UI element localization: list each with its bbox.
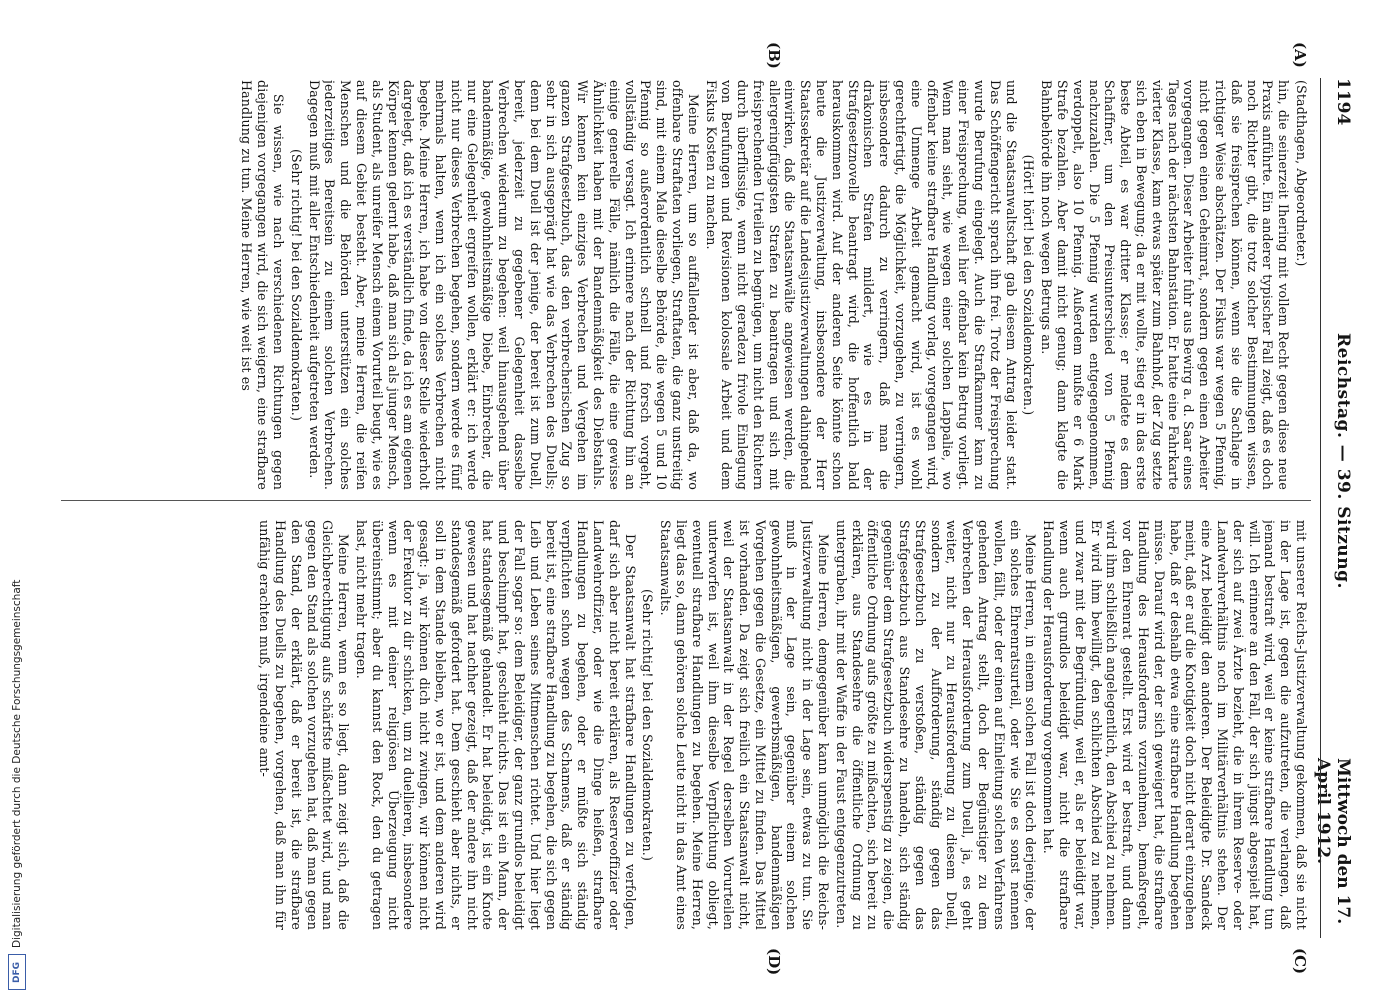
- paragraph: Meine Herren, um so auffallender ist aber, daß da, wo offenbare Straftaten vorliegen, Straftaten, die ganz unstreitig sind, mit einem Male dieselbe Behörde, die wegen 5 und 10 Pfennig so außerordentlich schnell und forsch vorgeht, vollständig versagt. Ich erinnere nach der Richtung hin an einige generelle Fälle, nämlich die Fälle, die eine gewisse Ähnlichkeit haben mit der Bandenmäßigkeit des Diebstahls. Wir kennen kein einziges Verbrechen und Vergehen im ganzen Strafgesetzbuch, das den verbrecherischen Zug so sehr in sich ausgeprägt hat wie das Verbrechen des Duells; denn bei dem Duell ist der jenige, der bereit ist zum Duell, bereit, jederzeit zu gegebener Gelegenheit dasselbe Verbrechen wiederum zu begehen: weil hinausgehend über bandenmäßige, gewohnheitsmäßige Diebe, Einbrecher, die nur eine Gelegenheit ergreifen wollen, erklärt er: ich werde nicht nur dieses Verbrechen begehen, sondern werde es fünf mehrmals halten, wenn ich ein solches Verbrechen nicht begehe. Meine Herren, ich habe von dieser Stelle wiederholt dargelegt, daß ich es verständlich finde, da ich es am eigenen Körper kennen gelernt habe, daß man sich als junger Mensch, als Student, als unreifer Mensch einem Vorurteil beugt, wie es auf diesem Gebiet besteht. Aber, meine Herren, die reifen Menschen und die Behörden unterstützen ein solches jederzeitiges Bereitsein zu einem solchen Verbrechen. Dagegen muß mit aller Entschiedenheit aufgetreten werden.: [306, 80, 701, 490]
- digitization-credit-strip: [0, 0, 34, 1000]
- session-date: Mittwoch den 17. April 1912.: [1313, 758, 1353, 925]
- paragraph: Meine Herren, wenn es so liegt, dann zeigt sich, daß die Gleichberechtigung aufs schärfste mißachtet wird, und man gegen den Stand als solchen vorzugehen hat, daß man gegen den Stand, der erklärt, daß er bereit ist, die strafbare Handlung des Duells zu begehen, vorgehen, daß man ihn für unfähig erachten muß, irgendeine amt-: [257, 520, 352, 930]
- interjection: (Hört! hört! bei den Sozialdemokraten.): [1021, 154, 1037, 416]
- page-content: [34, 0, 1383, 1000]
- digitization-credit: [8, 10, 26, 990]
- paragraph: Meine Herren, in einem solchen Fall ist doch derjenige, der ein solches Ehrenratsurteil, oder wie Sie es sonst nennen wollen, fällt, oder der einen auf Einleitung solchen Verfahrens gehenden Antrag stellt, doch der Begünstiger zu dem Verbrechen der Herausforderung zum Duell, ja, es geht weiter, nicht nur zu Herausforderung zu diesem Duell, sondern zu der Aufforderung, ständig gegen das Strafgesetzbuch zu verstoßen, ständig gegen das Strafgesetzbuch aus Standesehre zu handeln, sich ständig gegenüber dem Strafgesetzbuch widerspenstig zu zeigen, die öffentliche Ordnung aufs größte zu mißachten, sich bereit zu erklären, aus Standesehre die öffentliche Ordnung zu untergraben, ihr mit der Waffe in der Faust entgegenzutreten.: [833, 520, 1039, 930]
- paragraph: und die Staatsanwaltschaft gab diesem Antrag leider statt. Das Schöffengericht sprach ihn frei. Trotz der Freisprechung wurde Berufung eingelegt. Auch die Strafkammer kam zu einer Freisprechung, weil hier offenbar kein Betrug vorliegt. Wenn man sieht, wie wegen einer solchen Lappalie, wo offenbar keine strafbare Handlung vorlag, vorgegangen wird, eine Unmenge Arbeit gemacht wird, ist es wohl gerechtfertigt, die Möglichkeit, vorzugehen, zu verringern, insbesondere dadurch zu verringern, daß man die drakonischen Strafen mildert, wie es in der Strafgesetznovelle beantragt wird, die hoffentlich bald herauskommen wird. Auf der anderen Seite könnte schon heute die Justizverwaltung, insbesondere der Herr Staatssekretär auf die Landesjustizverwaltungen dahingehend einwirken, daß die Staatsanwälte angewiesen werden, die allergeringfügigsten Strafen zu beantragen und sich mit freisprechenden Urteilen zu begnügen, um nicht den Richtern durch überflüssige, wenn nicht geradezu frivole Einlegung von Berufungen und Revisionen kolossale Arbeit und dem Fiskus Kosten zu machen.: [703, 80, 1019, 490]
- header-rule: [1320, 78, 1321, 938]
- paragraph: Der Staatsanwalt hat strafbare Handlungen zu verfolgen, darf sich aber nicht bereit erklären, als Reserveoffizier oder Landwehroffizier, oder wie die Dinge heißen, strafbare Handlungen zu begehen, oder er müßte sich ständig verpflichten schon wegen des Schamens, daß er ständig bereit ist, eine strafbare Handlung zu begehen, die sich gegen Leib und Leben seines Mitmenschen richtet. Und hier liegt der Fall sogar so: dem Beleidiger, der ganz grundlos beleidigt und beschimpft hat, geschieht nichts. Das ist ein Mann, der hat standesgemäß gehandelt. Er hat beleidigt, ist ein Knote gewesen und hat nachher gezeigt, daß der andere ihn nicht standesgemäß gefordert hat. Dem geschieht aber nichts, er soll in dem Stande bleiben, wo er ist, und dem anderen wird gesagt: ja, wir können dich nicht zwingen, wir können nicht der Erekutor zu dir schicken, um zu duellieren, insbesondere wenn es mit deiner religiösen Überzeugung nicht übereinstimmt; aber du kannst den Rock, den du getragen hast, nicht mehr tragen.: [353, 520, 638, 930]
- running-head: Reichstag. — 39. Sitzung.: [1333, 333, 1353, 589]
- paragraph: Meine Herren, demgegenüber kann unmöglich die Reichs-Justizverwaltung nicht in der Lage sein, etwas zu tun. Sie muß in der Lage sein, gegenüber einem solchen gewohnheitsmäßigen, gewerbsmäßigen, bandenmäßigen Vorgehen gegen die Gesetze, ein Mittel zu finden. Das Mittel ist vorhanden. Da zeigt sich freilich ein Staatsanwalt nicht, weil der Staatsanwalt in der Regel derselben Vorurteilen unterworfen ist, weil ihm dieselbe Verpflichtung obliegt, eventuell strafbare Handlungen zu begehen. Meine Herren, liegt das so, dann gehören solche Leute nicht in das Amt eines Staatsanwalts.: [658, 520, 832, 930]
- interjection: (Sehr richtig! bei den Sozialdemokraten.): [640, 588, 656, 862]
- column-divider: [61, 500, 1311, 501]
- right-column: [69, 520, 1309, 930]
- speaker-line: (Stadthagen, Abgeordneter.): [1294, 80, 1309, 267]
- paragraph: mit unserer Reichs-Justizverwaltung gekommen, daß sie nicht in der Lage ist, gegen die aufzutreten, die verlangen, daß jemand bestraft wird, weil er keine strafbare Handlung tun will. Ich erinnere an den Fall, der sich jüngst abgespielt hat, der sich auf zwei Ärzte bezieht, die in ihrem Reserve- oder Landwehrverhältnis noch im Militärverhältnis stehen. Der eine Arzt beleidigt den anderen. Der Beleidigte Dr. Sandeck meint, daß er auf die Knotigkeit doch nicht derart einzugehen habe, daß er deshalb etwa eine strafbare Handlung begehen müsse. Darauf wird der, der sich geweigert hat, die strafbare Handlung des Herausforderns vorzunehmen, bemaßregelt, vor den Ehrenrat gestellt. Erst wird er bestraft, und dann wird ihm schließlich angelegentlich, den Abschied zu nehmen. Er wird ihm bewilligt, den schlichten Abschied zu nehmen, und zwar mit der Begründung, weil er, als er beleidigt war, wenn auch grundlos beleidigt war, nicht die strafbare Handlung der Herausforderung vorgenommen hat.: [1041, 520, 1309, 930]
- interjection: (Sehr richtig! bei den Sozialdemokraten.): [288, 148, 304, 422]
- margin-letter-b: (B): [765, 42, 783, 69]
- margin-letter-a: (A): [1291, 42, 1309, 68]
- page-number: 1194: [1333, 78, 1353, 126]
- scanned-page: [34, 0, 1383, 1000]
- left-column: [69, 80, 1309, 490]
- credit-text: Digitalisierung gefördert durch die Deutsche Forschungsgemeinschaft: [11, 579, 23, 948]
- paragraph: Sie wissen, wie nach verschiedenen Richtungen gegen diejenigen vorgegangen wird, die sich weigern, eine strafbare Handlung zu tun. Meine Herren, wie weit ist es: [239, 80, 286, 490]
- margin-letter-c: (C): [1291, 948, 1309, 975]
- margin-letter-d: (D): [765, 948, 783, 976]
- dfg-logo: DFG: [8, 954, 26, 990]
- page-header: [1313, 78, 1383, 938]
- paragraph: hin, die seinerzeit Ihering mit vollem Recht gegen diese neue Praxis anführte. Ein anderer typischer Fall zeigt, daß es doch noch Richter gibt, die trotz solcher Bestimmungen wissen, daß sie freisprechen können, wenn sie die Sachlage in richtiger Weise abschätzen. Der Fiskus war wegen 5 Pfennig, nicht gegen einen Geheimrat, sondern gegen einen Arbeiter vorgegangen. Dieser Arbeiter fuhr aus Bewirg a. d. Saar eines Tages nach der nächsten Bahnstation. Er hatte eine Fahrkarte vierter Klasse, kam etwas später zum Bahnhof, der Zug setzte sich eben in Bewegung; da er mit wollte, stieg er in das erste beste Abteil, es war dritter Klasse; er meldete es dem Schaffner, um den Preisunterschied von 5 Pfennig nachzuzahlen. Die 5 Pfennig wurden entgegengenommen, verdoppelt, also 10 Pfennig. Außerdem mußte er 6 Mark Strafe bezahlen. Aber damit nicht genug; dann klagte die Bahnbehörde ihn noch wegen Betrugs an.: [1039, 80, 1292, 490]
